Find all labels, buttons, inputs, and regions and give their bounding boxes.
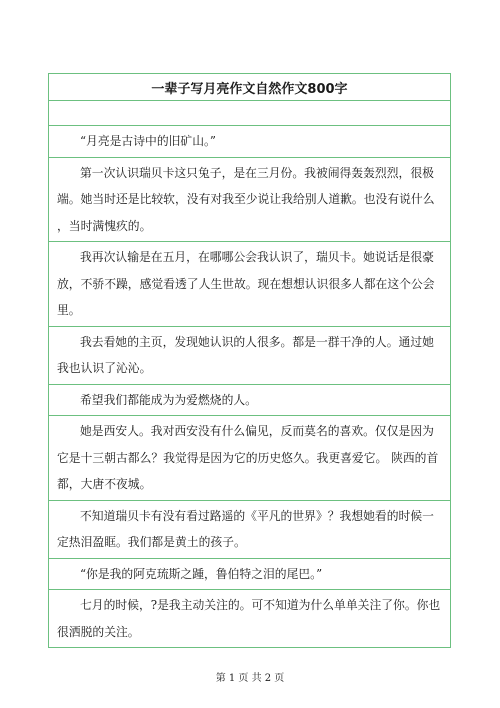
paragraph-line: 定热泪盈眶。我们都是黄土的孩子。 — [57, 535, 246, 549]
paragraph-line: 里。 — [57, 303, 81, 317]
paragraph-line: 我去看她的主页，发现她认识的人很多。都是一群干净的人。通过她 — [80, 334, 434, 349]
paragraph-row — [49, 385, 450, 417]
paragraph-line: 她是西安人。我对西安没有什么偏见，反而莫名的喜欢。仅仅是因为 — [80, 424, 434, 438]
paragraph-line: 它是十三朝古都么？我觉得是因为它的历史悠久。我更喜爱它。 陕西的首 — [57, 450, 439, 465]
paragraph-line: 很洒脱的关注。 — [57, 624, 140, 639]
blank-row — [49, 101, 450, 126]
paragraph-line: 端。她当时还是比较软，没有对我至少说让我给别人道歉。也没有说什么 — [57, 192, 435, 206]
paragraph-row — [49, 590, 450, 648]
paragraph-line: 都，大唐不夜城。 — [57, 477, 152, 491]
paragraph-line: 希望我们都能成为为爱燃烧的人。 — [80, 392, 257, 407]
paragraph-line: ，当时满愧疚的。 — [57, 218, 152, 233]
paragraph-line: 不知道瑞贝卡有没有看过路遥的《平凡的世界》？我想她看的时候一 — [80, 508, 434, 523]
paragraph-line: 放，不骄不躁，感觉看透了人生世故。现在想想认识很多人都在这个公会 — [57, 276, 435, 291]
paragraph-line: 第一次认识瑞贝卡这只兔子，是在三月份。我被闹得轰轰烈烈，很极 — [80, 165, 434, 180]
paragraph-row — [49, 327, 450, 385]
document-title: 一辈子写月亮作文自然作文800字 — [151, 81, 348, 97]
paragraph-row — [49, 126, 450, 158]
paragraph-line: “月亮是古诗中的旧矿山。” — [80, 134, 216, 148]
paragraph-list — [49, 126, 450, 648]
paragraph-row — [49, 242, 450, 327]
paragraph-line: 我也认识了沁沁。 — [57, 361, 152, 375]
page-footer: 第 1 页 共 2 页 — [215, 673, 285, 684]
paragraph-row — [49, 501, 450, 559]
paragraph-line: “你是我的阿克琉斯之踵，鲁伯特之泪的尾巴。” — [80, 566, 323, 581]
paragraph-line: 七月的时候，?是我主动关注的。可不知道为什么单单关注了你。你也 — [80, 598, 441, 612]
document-table — [48, 73, 451, 648]
paragraph-line: 我再次认输是在五月，在哪哪公会我认识了，瑞贝卡。她说话是很豪 — [80, 250, 434, 264]
paragraph-row — [49, 559, 450, 591]
paragraph-row — [49, 158, 450, 243]
paragraph-row — [49, 416, 450, 501]
title-row — [49, 74, 450, 101]
